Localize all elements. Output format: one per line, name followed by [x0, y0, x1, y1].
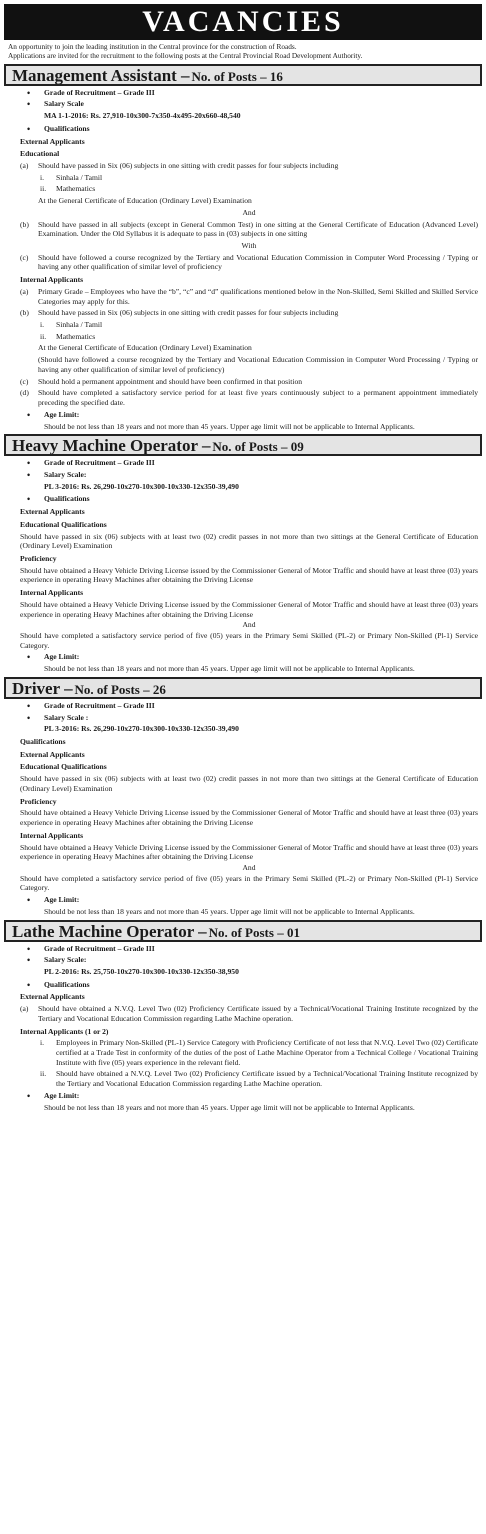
- external-applicants-label: External Applicants: [20, 992, 85, 1002]
- qualifications-label: Qualifications: [20, 737, 66, 747]
- section-header: [4, 64, 482, 86]
- section-driver: [0, 677, 486, 917]
- internal-applicants-label: Internal Applicants: [20, 275, 84, 285]
- paragraph: At the General Certificate of Education (Ordinary Level) Examination: [38, 196, 252, 206]
- salary-scale: PL 3-2016: Rs. 26,290-10x270-10x300-10x330-12x350-39,490: [44, 724, 239, 734]
- grade-line: • Grade of Recruitment – Grade III: [20, 701, 478, 711]
- educational-label: Educational: [20, 149, 60, 159]
- paragraph: Should have completed a satisfactory service period of five (05) years in the Primary Semi Skilled (PL-2) or Primary Non-Skilled (Pl-1) Service Category.: [20, 873, 478, 893]
- paragraph: Should have obtained a Heavy Vehicle Driving License issued by the Commissioner General of Motor Traffic and should have at least three (03) years experience in operating Heavy Machines after obtaining the Driving License: [20, 842, 478, 862]
- paragraph: (Should have followed a course recognized by the Tertiary and Vocational Education Commission in Computer Word Processing / Typing or having any other qualification of similar level of proficiency): [38, 355, 478, 374]
- paragraph: At the General Certificate of Education (Ordinary Level) Examination: [38, 343, 252, 353]
- section-management-assistant: [0, 64, 486, 432]
- post-title: Management Assistant –: [12, 65, 190, 85]
- grade-line: • Grade of Recruitment – Grade III: [20, 944, 478, 954]
- external-applicants-label: External Applicants: [20, 749, 85, 759]
- age-limit-label: • Age Limit:: [20, 652, 478, 662]
- salary-label: • Salary Scale :: [20, 713, 478, 723]
- paragraph: Should have completed a satisfactory service period of five (05) years in the Primary Semi Skilled (PL-2) or Primary Non-Skilled (Pl-1) Service Category.: [20, 631, 478, 650]
- post-title: Lathe Machine Operator –: [12, 921, 207, 941]
- posts-count: No. of Posts – 09: [212, 439, 304, 455]
- list-item: ii. Mathematics: [40, 184, 96, 194]
- age-limit-label: • Age Limit:: [20, 1091, 478, 1101]
- list-item: (b) Should have passed in all subjects (except in General Common Test) in one sitting at the General Certificate of Education (Advanced Level) Examination. Under the Old Syllabus it is adequate to pass in (03) subjects in one sitting: [20, 219, 478, 239]
- paragraph: Should have obtained a Heavy Vehicle Driving License issued by the Commissioner General of Motor Traffic and should have at least three (03) years experience in operating Heavy Machines after obtaining the Driving License: [20, 599, 478, 619]
- section-header: [4, 920, 482, 942]
- educational-qualifications-label: Educational Qualifications: [20, 519, 107, 529]
- list-item: (a) Primary Grade – Employees who have the “b”, “c” and “d” qualifications mentioned below in the Non-Skilled, Semi Skilled and Skilled Service Categories may apply for this.: [20, 286, 478, 306]
- age-limit-label: • Age Limit:: [20, 410, 478, 420]
- post-title: Driver –: [12, 678, 73, 698]
- list-item: i. Sinhala / Tamil: [40, 172, 103, 182]
- salary-label: • Salary Scale:: [20, 470, 478, 480]
- salary-scale: MA 1-1-2016: Rs. 27,910-10x300-7x350-4x495-20x660-48,540: [44, 111, 241, 121]
- salary-scale: PL 3-2016: Rs. 26,290-10x270-10x300-10x330-12x350-39,490: [44, 481, 239, 491]
- list-item: (b) Should have passed in Six (06) subjects in one sitting with credit passes for four subjects including: [20, 308, 339, 318]
- age-limit-text: Should be not less than 18 years and not more than 45 years. Upper age limit will not be applicable to Internal Applicants.: [44, 906, 415, 916]
- salary-label: • Salary Scale:: [20, 955, 478, 965]
- conjunction: And: [242, 207, 256, 217]
- intro-line: An opportunity to join the leading institution in the Central province for the construction of Roads.: [8, 42, 297, 51]
- list-item: ii. Mathematics: [40, 331, 96, 341]
- conjunction: And: [242, 862, 256, 872]
- section-lathe-machine-operator: [0, 920, 486, 1113]
- salary-scale: PL 2-2016: Rs. 25,750-10x270-10x300-10x330-12x350-38,950: [44, 966, 239, 976]
- proficiency-label: Proficiency: [20, 796, 57, 806]
- posts-count: No. of Posts – 16: [191, 68, 283, 84]
- grade-line: • Grade of Recruitment – Grade III: [20, 458, 478, 468]
- section-header: [4, 677, 482, 699]
- grade-line: • Grade of Recruitment – Grade III: [20, 88, 478, 98]
- paragraph: Should have obtained a Heavy Vehicle Driving License issued by the Commissioner General of Motor Traffic and should have at least three (03) years experience in operating Heavy Machines after obtaining the Driving License: [20, 808, 478, 828]
- qualifications-label: • Qualifications: [20, 124, 478, 134]
- internal-applicants-label: Internal Applicants: [20, 588, 84, 598]
- list-item: (a) Should have obtained a N.V.Q. Level Two (02) Proficiency Certificate issued by a Technical/Vocational Training Institute recognized by the Tertiary and Vocational Education Commission regarding Lathe Machine operation.: [20, 1004, 478, 1023]
- list-item: (d) Should have completed a satisfactory service period for at least five years continuously subject to a permanent appointment immediately preceding the specified date.: [20, 388, 478, 408]
- qualifications-label: • Qualifications: [20, 494, 478, 504]
- age-limit-text: Should be not less than 18 years and not more than 45 years. Upper age limit will not be applicable to Internal Applicants.: [44, 421, 415, 431]
- list-item: (c) Should have followed a course recognized by the Tertiary and Vocational Education Commission in Computer Word Processing / Typing or having any other qualification of similar level of proficiency: [20, 252, 478, 272]
- age-limit-text: Should be not less than 18 years and not more than 45 years. Upper age limit will not be applicable to Internal Applicants.: [44, 1102, 415, 1112]
- paragraph: Should have passed in six (06) subjects with at least two (02) credit passes in not more than two sittings at the General Certificate of Education (Ordinary Level) Examination: [20, 774, 478, 793]
- qualifications-label: • Qualifications: [20, 980, 478, 990]
- posts-count: No. of Posts – 01: [208, 924, 300, 940]
- internal-applicants-label: Internal Applicants: [20, 830, 84, 840]
- paragraph: Should have passed in six (06) subjects with at least two (02) credit passes in not more than two sittings at the General Certificate of Education (Ordinary Level) Examination: [20, 531, 478, 551]
- age-limit-text: Should be not less than 18 years and not more than 45 years. Upper age limit will not be applicable to Internal Applicants.: [44, 664, 415, 674]
- section-heavy-machine-operator: [0, 434, 486, 674]
- list-item: i. Sinhala / Tamil: [40, 320, 103, 330]
- internal-applicants-label: Internal Applicants (1 or 2): [20, 1026, 109, 1036]
- list-item: (c) Should hold a permanent appointment and should have been confirmed in that position: [20, 376, 303, 386]
- list-item: ii. Should have obtained a N.V.Q. Level Two (02) Proficiency Certificate issued by a Technical/Vocational Training Institute recognized by the Tertiary and Vocational Education Commission regarding Lathe Machine operation.: [40, 1069, 478, 1089]
- external-applicants-label: External Applicants: [20, 136, 85, 146]
- posts-count: No. of Posts – 26: [74, 681, 166, 697]
- conjunction: With: [241, 241, 257, 250]
- conjunction: And: [242, 620, 256, 630]
- paragraph: Should have obtained a Heavy Vehicle Driving License issued by the Commissioner General of Motor Traffic and should have at least three (03) years experience in operating Heavy Machines after obtaining the Driving License: [20, 565, 478, 585]
- post-title: Heavy Machine Operator –: [12, 436, 211, 456]
- salary-label: • Salary Scale: [20, 99, 478, 109]
- list-item: (a) Should have passed in Six (06) subjects in one sitting with credit passes for four subjects including: [20, 160, 339, 170]
- intro-line: Applications are invited for the recruitment to the following posts at the Central Provincial Road Development Authority.: [8, 51, 363, 61]
- section-header: [4, 434, 482, 456]
- list-item: i. Employees in Primary Non-Skilled (PL-1) Service Category with Proficiency Certificate of not less that N.V.Q. Level Two (02) Certificate certified at a Trade Test in conformity of the duties of the post of Lathe Machine Operator from a Technical College / Vocational Training Institute with five (05) years experience in the relevant field.: [40, 1038, 479, 1067]
- banner-title: VACANCIES: [4, 4, 482, 40]
- intro-text: [0, 40, 486, 61]
- proficiency-label: Proficiency: [20, 553, 57, 563]
- age-limit-label: • Age Limit:: [20, 895, 478, 905]
- educational-qualifications-label: Educational Qualifications: [20, 762, 107, 772]
- external-applicants-label: External Applicants: [20, 507, 85, 517]
